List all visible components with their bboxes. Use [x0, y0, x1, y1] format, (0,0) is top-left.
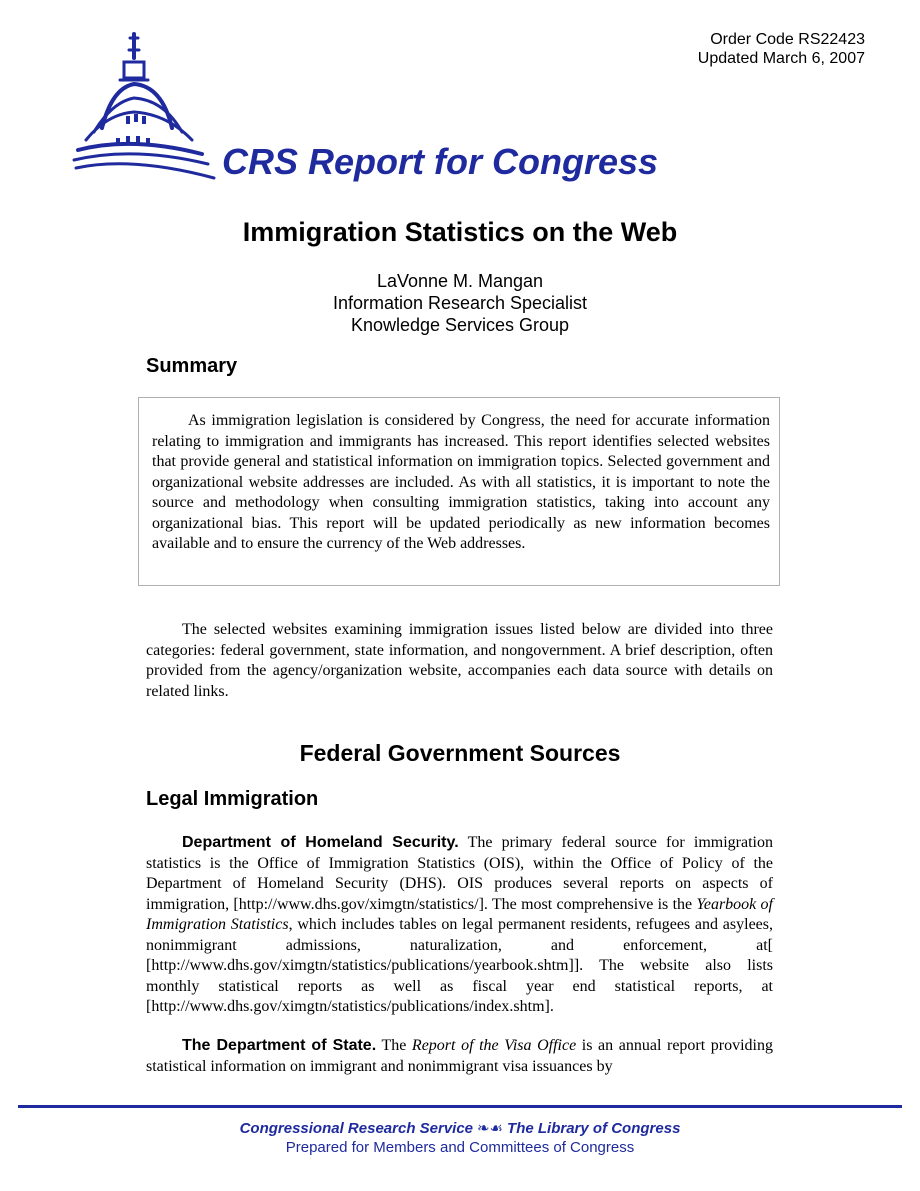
report-banner: CRS Report for Congress: [222, 141, 659, 182]
dos-paragraph: [146, 1036, 773, 1077]
updated-date: Updated March 6, 2007: [697, 50, 865, 67]
footer-crs: Congressional Research Service: [239, 1120, 474, 1137]
author-group: Knowledge Services Group: [350, 315, 570, 335]
yearbook-title: Yearbook of Immigration Statistics: [146, 895, 773, 933]
summary-text: As immigration legislation is considered by Congress, the need for accurate information relating to immigration and immigrants has increased. This report identifies selected websites that provide general and statistical information on immigration topics. Selected government and organizational website addresses are included. As with all statistics, it is important to note the source and methodology when consulting immigration statistics, taking into account any organizational bias. This report will be updated periodically as new information becomes available and to ensure the currency of the Web addresses.: [152, 412, 770, 552]
footer-ornament: ❧☙: [477, 1120, 504, 1137]
dos-text-2: is an annual report providing statistical information on immigrant and nonimmigrant visa issuances by: [146, 1037, 773, 1075]
intro-paragraph: The selected websites examining immigration issues listed below are divided into three categories: federal government, state information, and nongovernment. A brief description, often provided from the agency/organization website, accompanies each data source with details on related links.: [146, 621, 773, 700]
footer-publisher: [0, 1119, 920, 1137]
author-block: [0, 270, 920, 336]
dhs-text-2: , which includes tables on legal permanent residents, refugees and asylees, nonimmigrant admissions, naturalization, and enforcement, at[ [http://www.dhs.gov/ximgtn/statistics/publications/yearbook.shtm]]. The website also lists monthly statistical reports as well as fiscal year end statistical reports, at [http://www.dhs.gov/ximgtn/statistics/publications/index.shtm].: [146, 916, 774, 1015]
dhs-run-in-heading: Department of Homeland Security.: [182, 834, 459, 851]
dos-text-1: The: [376, 1037, 412, 1054]
capitol-dome-logo: [72, 28, 222, 188]
author-position: Information Research Specialist: [332, 293, 588, 313]
dhs-paragraph: [146, 833, 773, 1018]
dos-run-in-heading: The Department of State.: [182, 1037, 377, 1054]
subsection-heading: Legal Immigration: [146, 788, 319, 810]
author-name: LaVonne M. Mangan: [376, 271, 544, 291]
dhs-text-1: The primary federal source for immigration statistics is the Office of Immigration Statistics (OIS), within the Office of Policy of the Department of Homeland Security (DHS). OIS produces several reports on aspects of immigration, [http://www.dhs.gov/ximgtn/statistics/]. The most comprehensive is the: [146, 834, 773, 913]
visa-report-title: Report of the Visa Office: [411, 1037, 577, 1054]
section-heading: Federal Government Sources: [299, 740, 621, 766]
order-code: Order Code RS22423: [710, 31, 865, 48]
order-code-block: [698, 30, 865, 68]
footer-audience: Prepared for Members and Committees of Congress: [285, 1139, 635, 1156]
footer-rule: [18, 1105, 902, 1108]
footer-loc: The Library of Congress: [507, 1120, 681, 1137]
summary-heading: Summary: [146, 355, 238, 377]
document-title: Immigration Statistics on the Web: [242, 217, 678, 247]
